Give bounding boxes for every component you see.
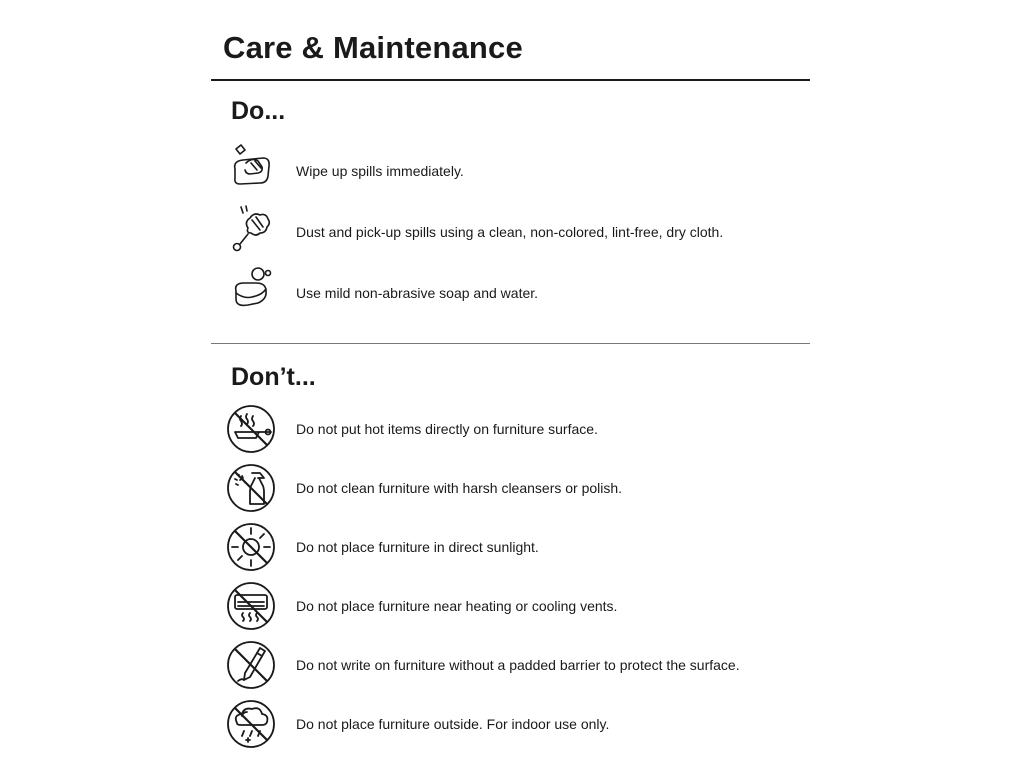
dont-item-text: Do not place furniture outside. For indoor use only. <box>296 716 610 732</box>
no-spray-cleanser-icon <box>222 460 280 516</box>
dont-item-text: Do not place furniture near heating or cooling vents. <box>296 598 618 614</box>
no-pen-writing-icon <box>222 637 280 693</box>
dont-item <box>222 578 802 634</box>
do-item <box>222 204 802 260</box>
dont-heading: Don’t... <box>231 363 316 391</box>
feather-duster-icon <box>222 204 280 260</box>
wipe-sponge-icon <box>222 143 280 199</box>
page-title: Care & Maintenance <box>223 30 523 65</box>
no-vent-icon <box>222 578 280 634</box>
do-item-text: Use mild non-abrasive soap and water. <box>296 285 539 301</box>
do-item <box>222 265 802 321</box>
do-heading: Do... <box>231 97 286 125</box>
no-outdoor-weather-icon <box>222 696 280 752</box>
dont-item <box>222 696 802 752</box>
dont-item <box>222 401 802 457</box>
dont-item <box>222 519 802 575</box>
dont-item-text: Do not place furniture in direct sunlight. <box>296 539 539 555</box>
dont-item <box>222 637 802 693</box>
do-item-text: Dust and pick-up spills using a clean, non-colored, lint-free, dry cloth. <box>296 224 724 240</box>
soap-bubbles-icon <box>222 265 280 321</box>
dont-item-text: Do not write on furniture without a padded barrier to protect the surface. <box>296 657 740 673</box>
do-item-text: Wipe up spills immediately. <box>296 163 464 179</box>
do-item <box>222 143 802 199</box>
no-sunlight-icon <box>222 519 280 575</box>
no-hot-pan-icon <box>222 401 280 457</box>
section-divider <box>211 343 810 344</box>
dont-item-text: Do not clean furniture with harsh cleansers or polish. <box>296 480 623 496</box>
dont-item-text: Do not put hot items directly on furniture surface. <box>296 421 598 437</box>
dont-item <box>222 460 802 516</box>
title-divider <box>211 79 810 81</box>
